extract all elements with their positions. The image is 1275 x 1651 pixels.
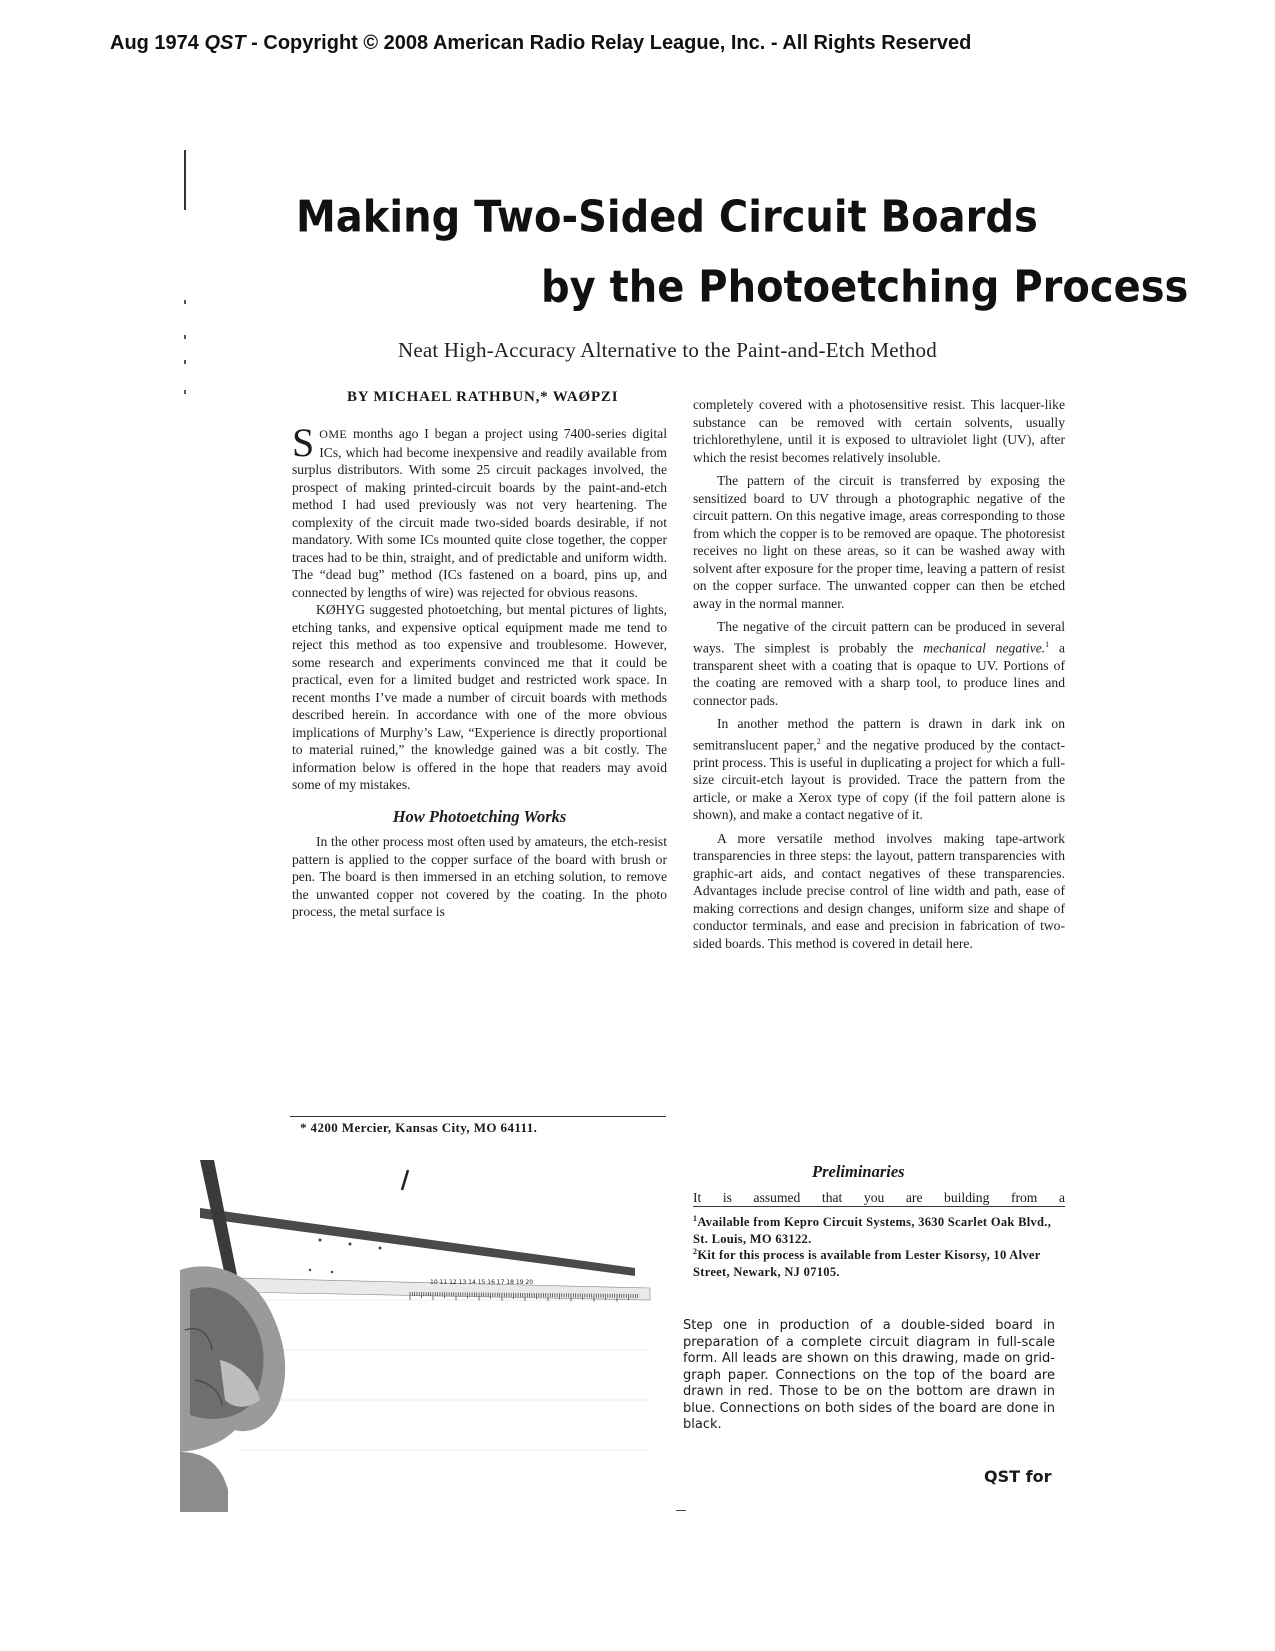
footnote-1-text: Available from Kepro Circuit Systems, 3630 Scarlet Oak Blvd., St. Louis, MO 63122.	[693, 1215, 1052, 1246]
paragraph-tape-artwork: A more versatile method involves making tape-artwork transparencies in three steps: the layout, pattern transparencies with graphic-art aids, and contact negatives of these transparencies. Advantages include precise control of line width and path, ease of making corrections and design changes, uniform size and shape of conductor terminals, and ease and precision in fabrication of two-sided boards. This method is covered in detail here.	[693, 830, 1065, 951]
byline: BY MICHAEL RATHBUN,* WAØPZI	[347, 389, 619, 405]
mechanical-negative-term: mechanical negative.	[923, 640, 1046, 656]
paragraph-continued: completely covered with a photosensitive resist. This lacquer-like substance can be removed with certain solvents, usually trichlorethylene, until it is exposed to ultraviolet light (UV), after which the resist becomes relatively insoluble.	[693, 397, 1065, 465]
paragraph-pattern-transfer: The pattern of the circuit is transferred by exposing the sensitized board to UV through a photographic negative of the circuit pattern. On this negative image, areas corresponding to those from which the copper is to be removed are opaque. The photoresist receives no light on these areas, so it can be washed away with solvent after exposure for the proper time, leaving a pattern of resist on the copper surface. The unwanted copper can then be etched away in the normal manner.	[693, 473, 1065, 611]
drop-cap: S	[292, 420, 315, 465]
paragraph-intro	[292, 420, 667, 601]
scan-edge-mark	[184, 335, 186, 339]
footnote-ref-1: 1	[1045, 639, 1050, 649]
footnote-ref-2: 2	[816, 736, 821, 746]
article-title-line2: by the Photoetching Process	[541, 262, 1189, 313]
paragraph-photoetching-suggestion: KØHYG suggested photoetching, but mental pictures of lights, etching tanks, and expensive optical equipment made me tend to reject this method as too expensive and troublesome. However, some research and experiments convinced me that it could be practical, even for a limited budget and restricted work space. In recent months I’ve made a number of circuit boards with methods described herein. In accordance with one of the more obvious implications of Murphy’s Law, “Experience is directly proportional to material ruined,” the knowledge gained was a bit costly. The information below is offered in the hope that readers may avoid some of my mistakes.	[292, 602, 667, 792]
article-title-line1: Making Two-Sided Circuit Boards	[296, 192, 1038, 243]
paragraph-negative-text-a: The negative of the circuit pattern can be produced in several ways. The simplest is probably the	[693, 619, 1065, 656]
scan-edge-mark	[184, 360, 186, 364]
copyright-suffix: - Copyright © 2008 American Radio Relay League, Inc. - All Rights Reserved	[245, 32, 972, 54]
preliminaries-text: It is assumed that you are building from a	[693, 1190, 1065, 1205]
bottom-mark	[676, 1510, 686, 1511]
photo-caption: Step one in production of a double-sided board in preparation of a complete circuit diagram in full-scale form. All leads are shown on this drawing, made on grid-graph paper. Connections on the top of the board are drawn in red. Those to be on the bottom are drawn in blue. Connections on both sides of the board are done in black.	[683, 1318, 1055, 1432]
author-footnote: * 4200 Mercier, Kansas City, MO 64111.	[300, 1120, 538, 1135]
subhead-preliminaries: Preliminaries	[812, 1162, 905, 1181]
paragraph-negative-methods	[693, 618, 1065, 709]
scan-edge-mark	[184, 390, 186, 394]
copyright-prefix: Aug 1974	[110, 32, 205, 54]
paragraph-ink-text-a: In another method the pattern is drawn in dark ink on semitranslucent paper,	[693, 716, 1065, 753]
scan-edge-rule	[184, 150, 186, 210]
footnote-divider-right	[693, 1206, 1065, 1207]
subhead-how-photoetching-works: How Photoetching Works	[392, 806, 567, 826]
first-word-rest: OME	[319, 427, 348, 441]
paragraph-etch-resist: In the other process most often used by amateurs, the etch-resist pattern is applied to the copper surface of the board with brush or pen. The board is then immersed in an etching solution, to remove the unwanted copper not covered by the coating. In the photo process, the metal surface is	[292, 834, 667, 919]
footnote-divider	[290, 1116, 666, 1117]
paragraph-negative-text-b: a transparent sheet with a coating that is opaque to UV. Portions of the coating are removed with a sharp tool, to produce lines and connector pads.	[693, 640, 1065, 708]
copyright-magazine: QST	[204, 32, 246, 54]
copyright-header	[110, 32, 971, 55]
article-subtitle: Neat High-Accuracy Alternative to the Paint-and-Etch Method	[398, 338, 937, 362]
footnote-1-mark: 1	[693, 1214, 698, 1223]
paragraph-preliminaries	[693, 1190, 1065, 1206]
right-column	[693, 396, 1065, 952]
left-column	[292, 420, 667, 921]
scan-edge-mark	[184, 300, 186, 304]
page-footer: QST for	[984, 1467, 1052, 1486]
ruler-numbers: 10 11 12 13 14 15 16 17 18 19 20	[430, 1279, 534, 1286]
footnote-2	[693, 1244, 1065, 1280]
footnote-2-mark: 2	[693, 1247, 698, 1256]
paragraph-ink-text-b: and the negative produced by the contact-print process. This is useful in duplicating a project for which a full-size circuit-etch layout is provided. Trace the pattern from the article, or make a Xerox type of copy (if the foil pattern alone is shown), and make a contact negative of it.	[693, 737, 1065, 823]
footnote-2-text: Kit for this process is available from Lester Kisorsy, 10 Alver Street, Newark, NJ 07105.	[693, 1248, 1041, 1279]
photo-hand-drawing-circuit	[180, 1160, 680, 1512]
paragraph-ink-method	[693, 715, 1065, 824]
paragraph-intro-text: months ago I began a project using 7400-series digital ICs, which had become inexpensive and readily available from surplus distributors. With some 25 circuit packages involved, the prospect of making printed-circuit boards by the paint-and-etch method I had used previously was not very heartening. The complexity of the circuit made two-sided boards desirable, if not mandatory. With some ICs mounted quite close together, the copper traces had to be thin, straight, and of predictable and uniform width. The “dead bug” method (ICs fastened on a board, pins up, and connected by lengths of wire) was rejected for obvious reasons.	[292, 426, 667, 600]
footnote-1	[693, 1211, 1065, 1247]
